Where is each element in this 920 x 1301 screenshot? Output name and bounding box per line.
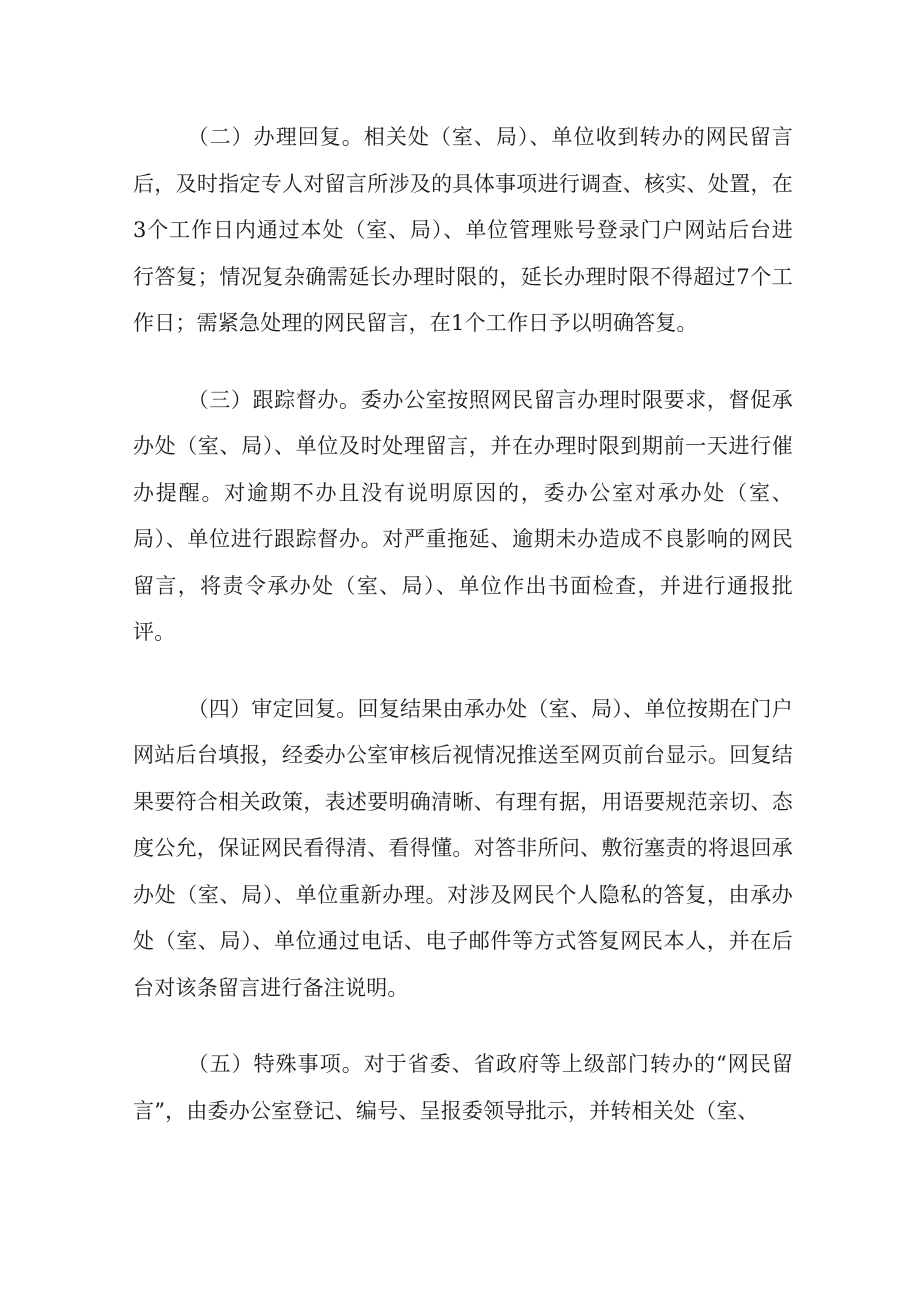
paragraph-tracking-supervision: （三）跟踪督办。委办公室按照网民留言办理时限要求，督促承办处（室、局）、单位及时处理留言，并在办理时限到期前一天进行催办提醒。对逾期不办且没有说明原因的，委办公室对承办处（室、局）、单位进行跟踪督办。对严重拖延、逾期未办造成不良影响的网民留言，将责令承办处（室、局）、单位作出书面检查，并进行通报批评。 — [133, 387, 793, 644]
paragraph-handling-reply: （二）办理回复。相关处（室、局）、单位收到转办的网民留言后，及时指定专人对留言所涉及的具体事项进行调查、核实、处置，在3个工作日内通过本处（室、局）、单位管理账号登录门户网站后台进行答复；情况复杂确需延长办理时限的，延长办理时限不得超过7个工作日；需紧急处理的网民留言，在1个工作日予以明确答复。 — [133, 125, 793, 335]
paragraph-review-reply: （四）审定回复。回复结果由承办处（室、局）、单位按期在门户网站后台填报，经委办公室审核后视情况推送至网页前台显示。回复结果要符合相关政策，表述要明确清晰、有理有据，用语要规范亲切、态度公允，保证网民看得清、看得懂。对答非所问、敷衍塞责的将退回承办处（室、局）、单位重新办理。对涉及网民个人隐私的答复，由承办处（室、局）、单位通过电话、电子邮件等方式答复网民本人，并在后台对该条留言进行备注说明。 — [133, 696, 793, 1000]
paragraph-special-matters: （五）特殊事项。对于省委、省政府等上级部门转办的“网民留言”，由委办公室登记、编号、呈报委领导批示，并转相关处（室、 — [133, 1052, 793, 1123]
document-body — [133, 114, 793, 1164]
